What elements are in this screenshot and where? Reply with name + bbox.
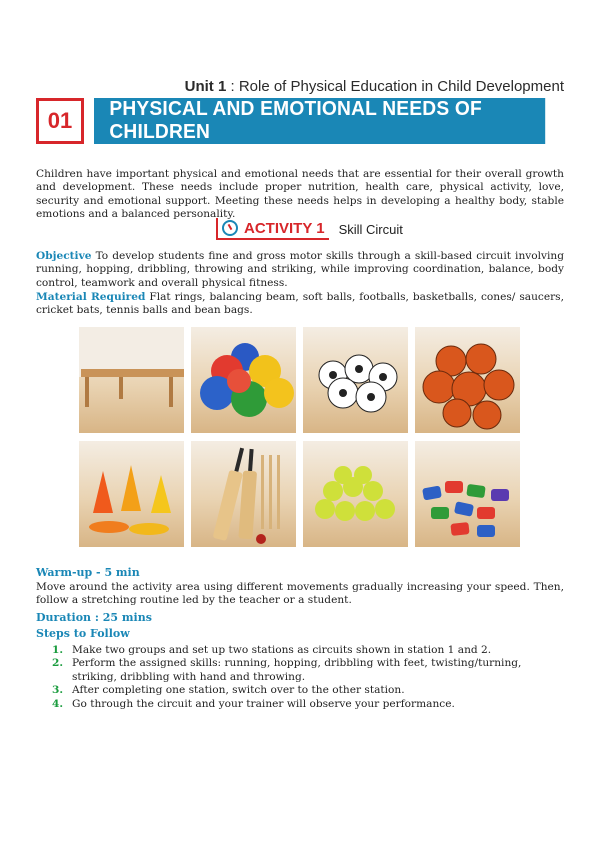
list-item [52,684,564,697]
materials-text: Flat rings, balancing beam, soft balls, footballs, basketballs, cones/ saucers, cricket bats, tennis balls and bean bags. [36,291,564,317]
warmup-heading: Warm-up - 5 min [36,566,140,579]
equipment-photo-grid [79,327,520,553]
cricket-bats-photo [191,441,296,547]
materials-label: Material Required [36,291,146,303]
step-text: Perform the assigned skills: running, hopping, dribbling with feet, twisting/turning, striking, dribbling with hand and throwing. [72,657,522,683]
list-item [52,698,564,711]
stopwatch-icon [222,220,238,236]
unit-title: : Role of Physical Education in Child Development [226,78,564,95]
step-number: 3. [52,684,64,697]
step-text: After completing one station, switch over to the other station. [72,684,405,697]
footballs-photo [303,327,408,433]
activity-title: Skill Circuit [338,221,403,237]
activity-heading [216,218,403,240]
step-number: 4. [52,697,64,710]
tennis-balls-photo [303,441,408,547]
unit-label: Unit 1 [184,78,227,95]
soft-balls-photo [191,327,296,433]
materials-paragraph [36,291,564,318]
activity-badge [216,218,329,240]
activity-label: ACTIVITY 1 [244,219,325,237]
chapter-number: 01 [36,98,84,144]
steps-list [52,644,564,711]
warmup-text: Move around the activity area using different movements gradually increasing your speed. Then, follow a stretching routine led by the teacher or a student. [36,581,564,607]
list-item [52,644,564,657]
bean-bags-photo [415,441,520,547]
steps-heading: Steps to Follow [36,627,130,640]
chapter-header [36,98,564,146]
step-number: 2. [52,657,64,670]
balancing-beam-photo [79,327,184,433]
chapter-title: PHYSICAL AND EMOTIONAL NEEDS OF CHILDREN [94,98,545,144]
duration-heading: Duration : 25 mins [36,611,152,624]
step-text: Make two groups and set up two stations as circuits shown in station 1 and 2. [72,644,492,656]
basketballs-photo [415,327,520,433]
unit-heading [0,78,564,95]
intro-paragraph: Children have important physical and emotional needs that are essential for their overall growth and development. These needs include proper nutrition, health care, physical activity, love, security and emotional support. Meeting these needs helps in developing a healthy body, stable emotions and a balanced personality. [36,168,564,221]
objective-label: Objective [36,250,92,262]
objective-paragraph [36,250,564,290]
cones-saucers-photo [79,441,184,547]
step-text: Go through the circuit and your trainer will observe your performance. [72,697,455,710]
list-item [52,657,564,684]
objective-text: To develop students fine and gross motor skills through a skill-based circuit involving running, hopping, dribbling, throwing and striking, while improving coordination, balance, body control, teamwork and overall physical fitness. [36,250,564,289]
step-number: 1. [52,644,64,656]
